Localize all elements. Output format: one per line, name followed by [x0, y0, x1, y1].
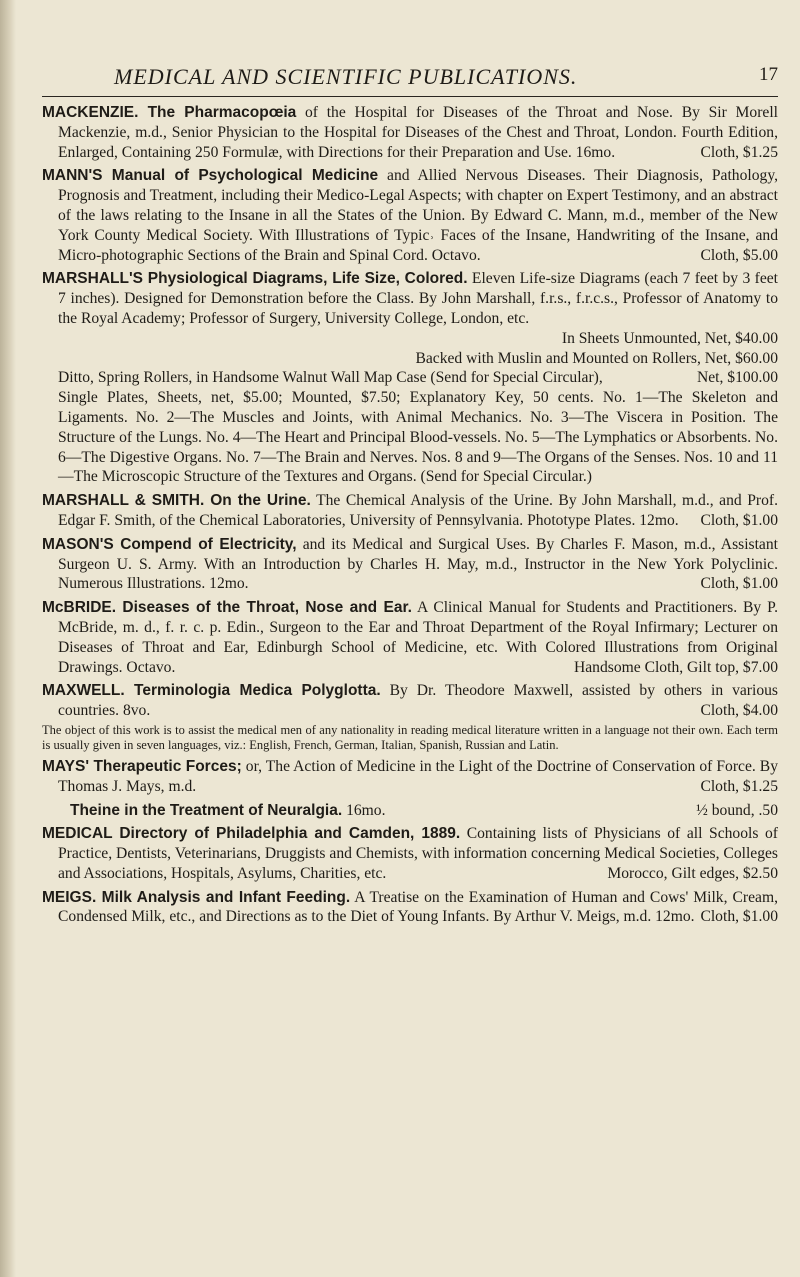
entry-description: of the Hospital for Diseases of the Throat and Nose. By Sir Morell Mackenzie, m.d., Senior Physician to the Hospital for Diseases of the Chest and Throat, London. Fourth Edition, Enlarged, Containing 250 Formulæ, with Directions for their Preparation and Use. 16mo.: [58, 104, 778, 161]
entry-price: Handsome Cloth, Gilt top, $7.00: [573, 658, 778, 676]
entry-description: Containing lists of Physicians of all Schools of Practice, Dentists, Veterinarians, Druggists and Chemists, with information concerning Medical Societies, Colleges and Associations, Hospitals, Asylums, Charities, etc.: [58, 825, 778, 882]
entry-mcbride: [42, 598, 778, 677]
entry-heading: MEIGS. Milk Analysis and Infant Feeding.: [42, 888, 351, 906]
entry-description: A Treatise on the Examination of Human and Cows' Milk, Cream, Condensed Milk, etc., and Directions as to the Diet of Young Infants. By Arthur V. Meigs, m.d. 12mo.: [58, 888, 778, 926]
entry-price: Cloth, $1.00: [700, 511, 778, 529]
entry-price: Cloth, $4.00: [700, 702, 778, 720]
entry-price: Cloth, $1.00: [700, 908, 778, 926]
entry-heading: MASON'S Compend of Electricity,: [42, 535, 297, 553]
entry-description: or, The Action of Medicine in the Light of the Doctrine of Conservation of Force. By Thomas J. Mays, m.d.: [58, 757, 778, 795]
entry-note: The object of this work is to assist the medical men of any nationality in reading medical literature written in a language not their own. Each term is usually given in seven languages, viz.: English, French, German, Italian, Spanish, Russian and Latin.: [42, 722, 778, 752]
catalog-entries: [42, 97, 778, 927]
entry-price: Net, $100.00: [697, 369, 778, 387]
entry-price: Cloth, $1.00: [700, 575, 778, 593]
entry-plates: Single Plates, Sheets, net, $5.00; Mounted, $7.50; Explanatory Key, 50 cents. No. 1—The Skeleton and Ligaments. No. 2—The Muscles and Joints, with Animal Mechanics. No. 3—The Viscera in Position. The Structure of the Lungs. No. 4—The Heart and Principal Blood-vessels. No. 5—The Lymphatics or Absorbents. No. 6—The Digestive Organs. No. 7—The Brain and Nerves. Nos. 8 and 9—The Organs of the Senses. Nos. 10 and 11—The Microscopic Structure of the Textures and Organs. (Send for Special Circular.): [58, 389, 778, 486]
entry-meigs: [42, 888, 778, 928]
entry-mann: [42, 166, 778, 265]
entry-price: Cloth, $5.00: [700, 246, 778, 264]
entry-heading: MACKENZIE. The Pharmacopœia: [42, 104, 297, 121]
entry-mackenzie: [42, 103, 778, 162]
entry-description: 16mo.: [342, 801, 386, 819]
entry-mays: [42, 757, 778, 797]
entry-ditto-text: Ditto, Spring Rollers, in Handsome Walnut Wall Map Case (Send for Special Circular),: [58, 369, 603, 387]
entry-marshall-smith: [42, 491, 778, 531]
book-page: [42, 52, 778, 931]
entry-price-unmounted: In Sheets Unmounted, Net, $40.00: [561, 329, 778, 347]
entry-price: Morocco, Gilt edges, $2.50: [607, 864, 778, 882]
entry-description: The Chemical Analysis of the Urine. By John Marshall, m.d., and Prof. Edgar F. Smith, of the Chemical Laboratories, University of Pennsylvania. Phototype Plates. 12mo.: [58, 492, 778, 529]
entry-maxwell: [42, 681, 778, 753]
entry-heading: Theine in the Treatment of Neuralgia.: [70, 801, 343, 819]
entry-description: Eleven Life-size Diagrams (each 7 feet by 3 feet 7 inches). Designed for Demonstration before the Class. By John Marshall, f.r.s., f.r.c.s., Professor of Anatomy to the Royal Academy; Professor of Surgery, University College, London, etc.: [58, 270, 778, 327]
running-header: [42, 52, 778, 97]
entry-ditto: [42, 368, 778, 388]
entry-description: A Clinical Manual for Students and Practitioners. By P. McBride, m. d., f. r. c. p. Edin., Surgeon to the Ear and Throat Department of the Royal Infirmary; Lecturer on Diseases of Throat and Ear, Edinburgh School of Medicine, etc. With Colored Illustrations from Original Drawings. Octavo.: [58, 599, 778, 676]
entry-heading: MEDICAL Directory of Philadelphia and Camden, 1889.: [42, 825, 461, 843]
entry-description: and its Medical and Surgical Uses. By Charles F. Mason, m.d., Assistant Surgeon U. S. Army. With an Introduction by Charles H. May, m.d., Instructor in the New York Polyclinic. Numerous Illustrations. 12mo.: [58, 535, 778, 593]
running-title: MEDICAL AND SCIENTIFIC PUBLICATIONS.: [114, 64, 578, 89]
entry-price-mounted: Backed with Muslin and Mounted on Rollers, Net, $60.00: [415, 349, 778, 367]
entry-heading: MANN'S Manual of Psychological Medicine: [42, 167, 379, 185]
entry-heading: MARSHALL'S Physiological Diagrams, Life Size, Colored.: [42, 270, 468, 288]
entry-price: Cloth, $1.25: [700, 143, 778, 161]
entry-price: Cloth, $1.25: [700, 777, 778, 795]
entry-theine: [42, 801, 778, 821]
entry-description: and Allied Nervous Diseases. Their Diagnosis, Pathology, Prognosis and Treatment, including their Medico-Legal Aspects; with chapter on Expert Testimony, and an abstract of the laws relating to the Insane in all the States of the Union. By Edward C. Mann, m.d., member of the New York County Medical Society. With Illustrations of Typic˒ Faces of the Insane, Handwriting of the Insane, and Micro-photographic Sections of the Brain and Spinal Cord. Octavo.: [58, 167, 778, 264]
entry-description: By Dr. Theodore Maxwell, assisted by others in various countries. 8vo.: [58, 682, 778, 720]
entry-mason: [42, 535, 778, 594]
page-number: 17: [759, 64, 778, 85]
entry-heading: McBRIDE. Diseases of the Throat, Nose and Ear.: [42, 599, 412, 617]
entry-marshall: [42, 269, 778, 487]
entry-heading: MARSHALL & SMITH. On the Urine.: [42, 492, 311, 510]
entry-price: ½ bound, .50: [696, 801, 778, 819]
entry-medical-directory: [42, 824, 778, 883]
entry-heading: MAYS' Therapeutic Forces;: [42, 757, 242, 775]
page-binding-shadow: [0, 0, 16, 1277]
entry-heading: MAXWELL. Terminologia Medica Polyglotta.: [42, 682, 381, 700]
